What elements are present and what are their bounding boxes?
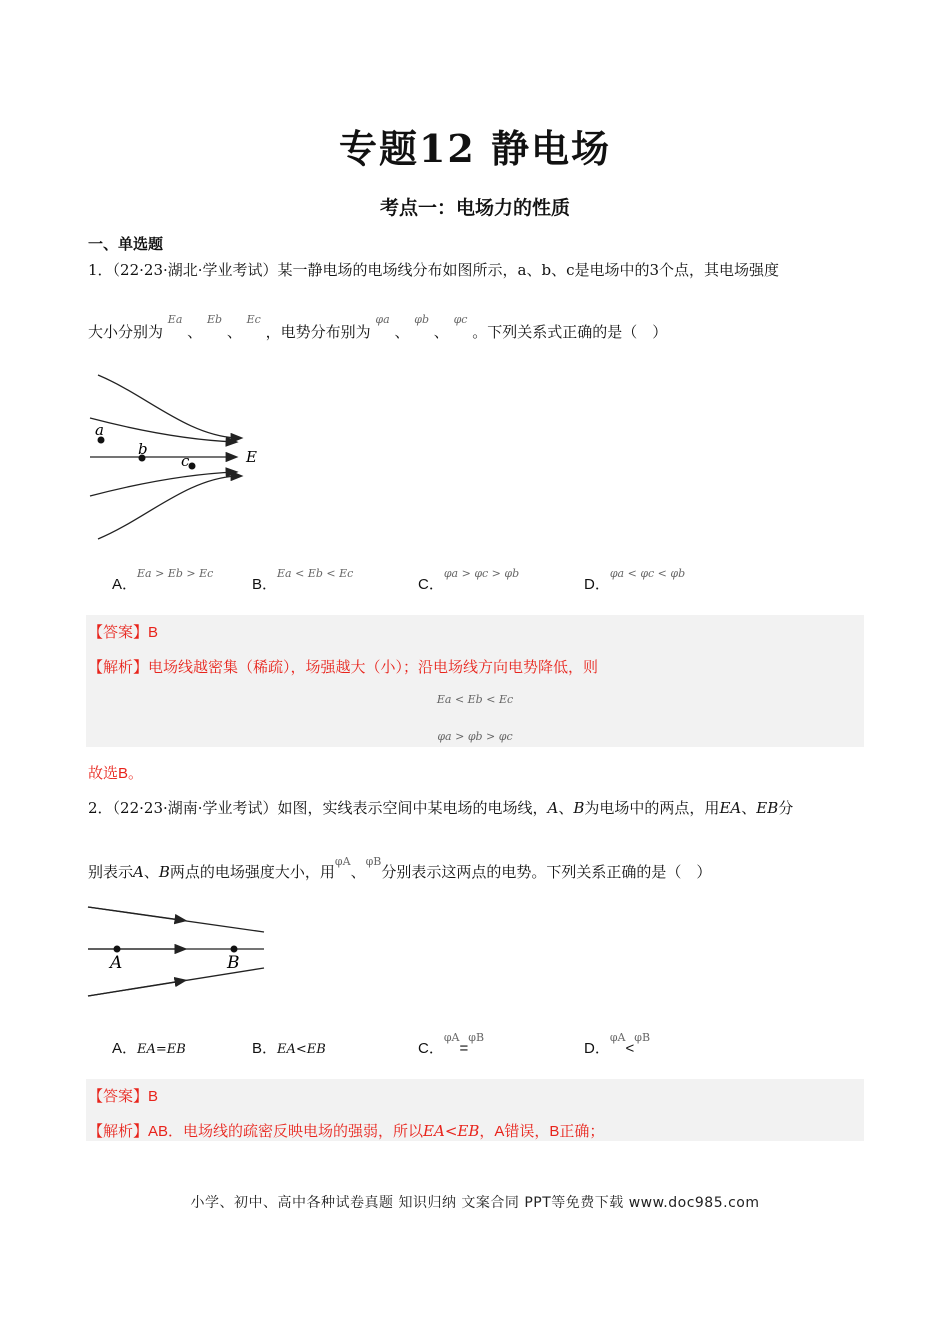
option-letter: C． <box>418 576 444 593</box>
label-A: A <box>110 953 123 973</box>
field-line-4 <box>90 472 236 496</box>
q1-sep2: 、 <box>226 323 242 341</box>
q1-option-b[interactable] <box>252 567 354 594</box>
label-c: c <box>181 452 190 470</box>
q2-line1-sep: 、 <box>741 799 757 817</box>
q2-line2-end: 分别表示这两点的电势。下列关系正确的是（ ） <box>381 863 712 881</box>
option-expr: φa < φc < φb <box>609 567 686 580</box>
label-E: E <box>246 448 257 466</box>
page-footer: 小学、初中、高中各种试卷真题 知识归纳 文案合同 PPT等免费下载 www.doc985.com <box>190 1195 760 1211</box>
q2-line1-mid2: 为电场中的两点，用 <box>584 799 720 817</box>
option-op: = <box>459 1040 469 1057</box>
q2-line2-sep: 、 <box>143 863 159 881</box>
q1-analysis-tag: 【解析】 <box>88 659 149 676</box>
q2-line2-pre: 别表示 <box>88 863 134 881</box>
point-A <box>114 946 121 953</box>
q2-line2-sep2: 、 <box>350 863 366 881</box>
q1-answer-box <box>86 615 864 747</box>
q2-analysis-pre: AB．电场线的疏密反映电场的强弱，所以 <box>148 1123 424 1140</box>
q2-field-diagram <box>86 900 276 1000</box>
option-letter: D． <box>584 1040 610 1057</box>
q1-answer: 【答案】B <box>88 624 159 641</box>
option-letter: A． <box>112 1040 138 1057</box>
option-letter: C． <box>418 1040 444 1057</box>
q2-option-d[interactable] <box>584 1031 651 1058</box>
field-line-5 <box>98 476 236 539</box>
q2-option-c[interactable] <box>418 1031 485 1058</box>
point-c <box>189 463 196 470</box>
label-a: a <box>95 421 104 439</box>
section-heading: 一、单选题 <box>88 235 164 253</box>
option-letter: D． <box>584 576 610 593</box>
q2-analysis <box>88 1120 604 1141</box>
q2-line2-mid: 两点的电场强度大小，用 <box>169 863 335 881</box>
option-left: φA <box>609 1031 626 1044</box>
q2-line1-end: 分 <box>778 799 794 817</box>
q1-pa: φa <box>375 313 390 326</box>
q1-option-a[interactable] <box>112 567 214 594</box>
option-expr: EA=EB <box>137 1042 186 1057</box>
option-expr: φa > φc > φb <box>443 567 520 580</box>
q1-pc: φc <box>453 313 468 326</box>
label-b: b <box>138 440 148 458</box>
q1-line1: 1．（22·23·湖北·学业考试）某一静电场的电场线分布如图所示，a、b、c是电场中的3个点，其电场强度 <box>88 261 780 279</box>
q1-line2-end: 。下列关系式正确的是（ ） <box>472 323 668 341</box>
q2-A2: A <box>133 863 144 881</box>
q1-analysis <box>88 656 598 677</box>
page-subtitle: 考点一：电场力的性质 <box>379 197 570 219</box>
q2-EB: EB <box>756 799 779 817</box>
q1-analysis-text: 电场线越密集（稀疏），场强越大（小）；沿电场线方向电势降低，则 <box>148 659 599 676</box>
field-line-1 <box>98 375 236 438</box>
q1-option-d[interactable] <box>584 567 686 594</box>
page-title: 专题12 静电场 <box>338 126 612 171</box>
q1-sep1: 、 <box>187 323 203 341</box>
option-expr: EA<EB <box>277 1042 326 1057</box>
option-expr: Ea < Eb < Ec <box>277 567 354 580</box>
option-op: < <box>625 1040 635 1057</box>
q1-eq2: φa > φb > φc <box>437 730 513 743</box>
q1-field-diagram <box>86 370 276 540</box>
field-line-2 <box>90 418 236 442</box>
q2-line1-pre: 2．（22·23·湖南·学业考试）如图，实线表示空间中某电场的电场线， <box>88 799 548 817</box>
option-left: φA <box>443 1031 460 1044</box>
q1-line2-pre: 大小分别为 <box>88 323 164 341</box>
option-expr: Ea > Eb > Ec <box>137 567 214 580</box>
q2-analysis-end: ，A错误，B正确； <box>479 1123 605 1140</box>
q2-A: A <box>547 799 559 817</box>
q2-analysis-tag: 【解析】 <box>88 1123 149 1140</box>
q2-option-a[interactable] <box>112 1037 186 1058</box>
q1-sep4: 、 <box>433 323 449 341</box>
option-letter: A． <box>112 576 138 593</box>
option-right: φB <box>468 1031 485 1044</box>
q2-option-b[interactable] <box>252 1037 326 1058</box>
point-B <box>231 946 238 953</box>
q2-pB: φB <box>365 855 382 868</box>
q1-option-c[interactable] <box>418 567 520 594</box>
q1-Eb: Eb <box>206 313 223 326</box>
q1-conclusion: 故选B。 <box>88 765 144 782</box>
q1-eq1: Ea < Eb < Ec <box>436 693 514 706</box>
q2-EA: EA <box>719 799 742 817</box>
q1-Ea: Ea <box>167 313 183 326</box>
q2-line1-mid: 、 <box>558 799 574 817</box>
q2-answer: 【答案】B <box>88 1088 159 1105</box>
q1-line2-mid: ，电势分布别为 <box>265 323 371 341</box>
q2-pA: φA <box>334 855 351 868</box>
q2-analysis-expr: EA<EB <box>423 1122 480 1140</box>
q1-Ec: Ec <box>246 313 261 326</box>
q1-sep3: 、 <box>394 323 410 341</box>
option-letter: B． <box>252 576 278 593</box>
q2-B: B <box>573 799 585 817</box>
option-letter: B． <box>252 1040 278 1057</box>
q2-B2: B <box>158 863 170 881</box>
q1-pb: φb <box>414 313 429 326</box>
option-right: φB <box>634 1031 651 1044</box>
label-B: B <box>227 953 240 973</box>
q2-line1 <box>88 798 793 818</box>
